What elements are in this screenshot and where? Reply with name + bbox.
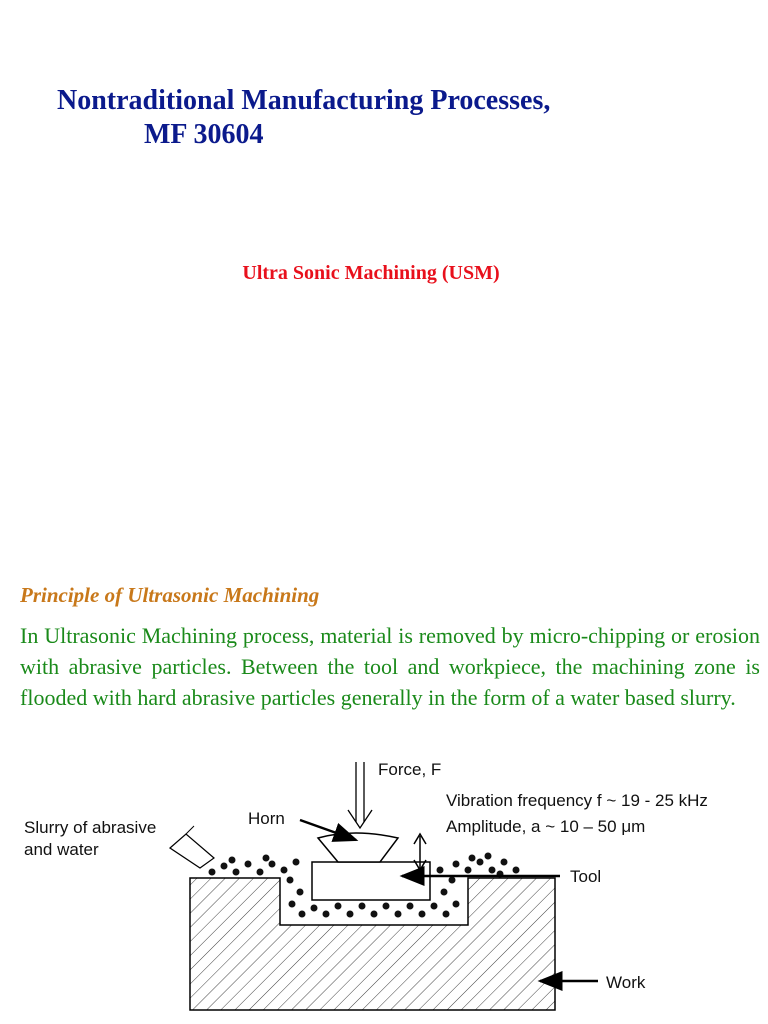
horn-label: Horn (248, 809, 285, 828)
force-label: Force, F (378, 760, 442, 779)
slurry-label-1: Slurry of abrasive (24, 818, 157, 837)
topic-subtitle: Ultra Sonic Machining (USM) (242, 262, 500, 284)
principle-paragraph: In Ultrasonic Machining process, material is removed by micro-chipping or erosion with abrasive particles. Between the tool and workpiece, the machining zone is flooded with hard abrasive particles generally in the form of a water based slurry. (20, 623, 760, 710)
tool (312, 862, 430, 900)
title-line-2: MF 30604 (144, 119, 264, 150)
vibration-label: Vibration frequency f ~ 19 - 25 kHz (446, 791, 708, 810)
section-heading: Principle of Ultrasonic Machining (20, 583, 320, 607)
horn (318, 833, 398, 862)
page-title (57, 84, 550, 152)
title-line-1: Nontraditional Manufacturing Processes, (57, 85, 551, 116)
tool-label: Tool (570, 867, 602, 886)
amplitude-label: Amplitude, a ~ 10 – 50 μm (446, 817, 646, 836)
usm-diagram (0, 752, 768, 1024)
slurry-nozzle-icon (170, 826, 214, 868)
slurry-label-2: and water (24, 840, 99, 859)
work-label: Work (606, 973, 646, 992)
force-arrow-icon (348, 762, 372, 828)
